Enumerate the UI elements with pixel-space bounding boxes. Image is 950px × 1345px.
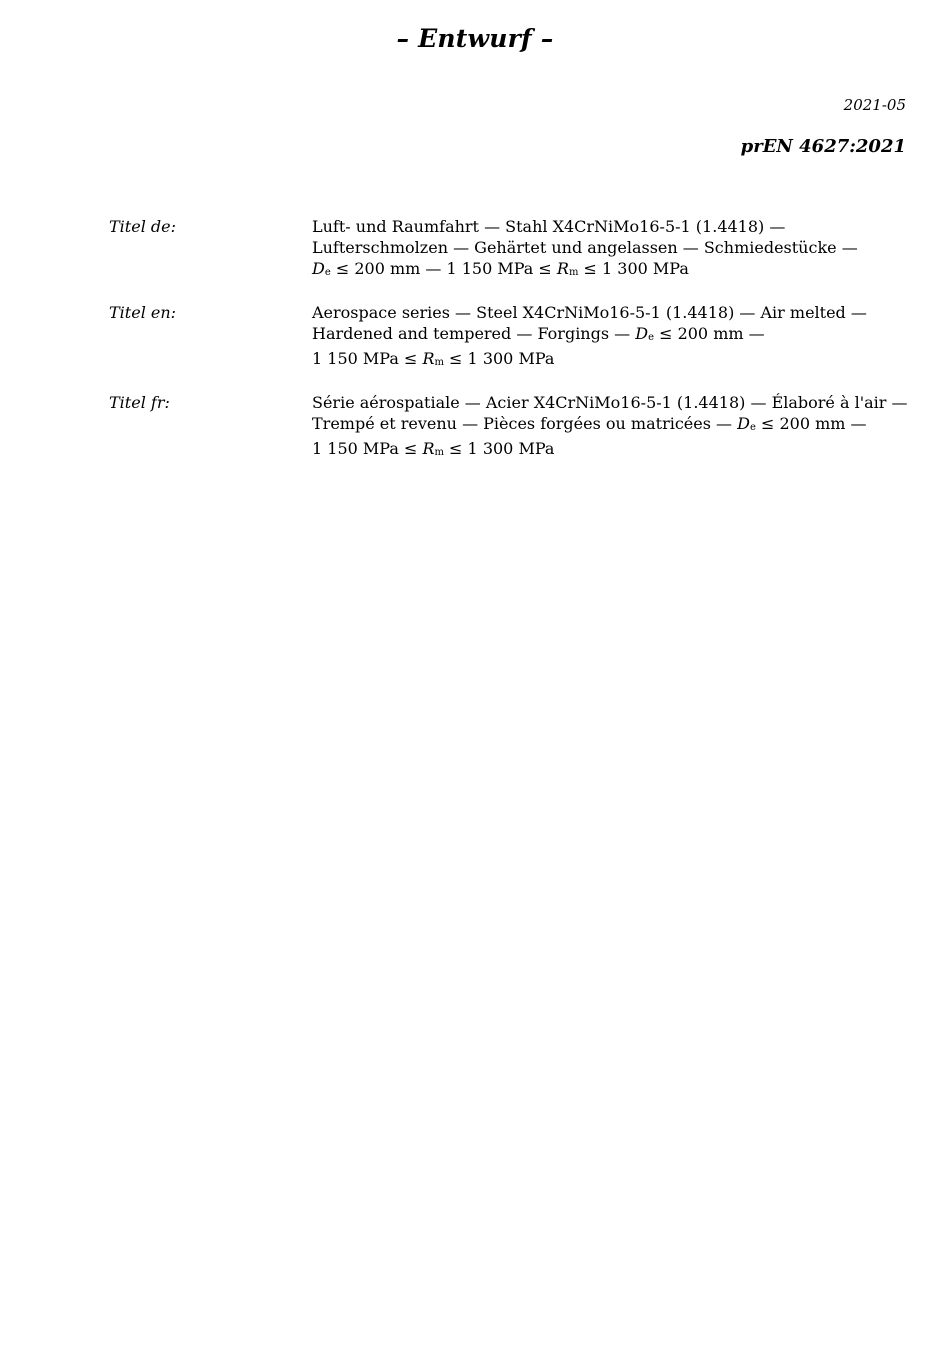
title-text-fr [312, 392, 909, 463]
subscript-m: m [434, 447, 444, 458]
title-en-line-2 [312, 323, 909, 348]
text-segment: ≤ 1 300 MPa [443, 439, 555, 458]
titles-section [109, 216, 909, 482]
text-segment: ≤ 200 mm — 1 150 MPa ≤ [330, 259, 557, 278]
title-en-line-1: Aerospace series — Steel X4CrNiMo16-5-1 (1.4418) — Air melted — [312, 303, 867, 322]
subscript-m: m [568, 267, 579, 278]
subscript-e: e [749, 422, 756, 433]
text-segment: Trempé et revenu — Pièces forgées ou matricées — [312, 414, 738, 433]
title-fr-line-2 [312, 413, 909, 438]
title-row-fr [109, 392, 909, 463]
title-de-line-3 [312, 258, 909, 283]
text-segment: 1 150 MPa ≤ [312, 439, 423, 458]
title-fr-line-3 [312, 438, 909, 463]
title-en-line-3 [312, 348, 909, 373]
title-de-line-2: Lufterschmolzen — Gehärtet und angelassen — Schmiedestücke — [312, 238, 858, 257]
symbol-r: R [422, 349, 435, 368]
symbol-d: D [635, 324, 649, 343]
text-segment: ≤ 200 mm — [653, 324, 765, 343]
text-segment: 1 150 MPa ≤ [312, 349, 423, 368]
document-date: 2021-05 [843, 96, 906, 114]
title-text-de [312, 216, 909, 283]
symbol-d: D [312, 259, 325, 278]
subscript-e: e [324, 267, 331, 278]
title-row-en [109, 302, 909, 373]
draft-heading: – Entwurf – [396, 24, 554, 53]
text-segment: Hardened and tempered — Forgings — [312, 324, 636, 343]
subscript-e: e [648, 332, 654, 343]
title-label-en: Titel en: [109, 303, 177, 322]
symbol-d: D [737, 414, 750, 433]
title-text-en [312, 302, 909, 373]
title-fr-line-1: Série aérospatiale — Acier X4CrNiMo16-5-1 (1.4418) — Élaboré à l'air — [312, 393, 908, 412]
title-label-de: Titel de: [109, 217, 176, 236]
title-label-fr: Titel fr: [109, 393, 170, 412]
text-segment: ≤ 200 mm — [755, 414, 867, 433]
text-segment: ≤ 1 300 MPa [578, 259, 689, 278]
text-segment: ≤ 1 300 MPa [443, 349, 555, 368]
symbol-r: R [556, 259, 569, 278]
symbol-r: R [422, 439, 435, 458]
title-row-de [109, 216, 909, 283]
title-de-line-1: Luft- und Raumfahrt — Stahl X4CrNiMo16-5-1 (1.4418) — [312, 217, 786, 236]
subscript-m: m [434, 357, 444, 368]
document-number: prEN 4627:2021 [740, 136, 906, 157]
